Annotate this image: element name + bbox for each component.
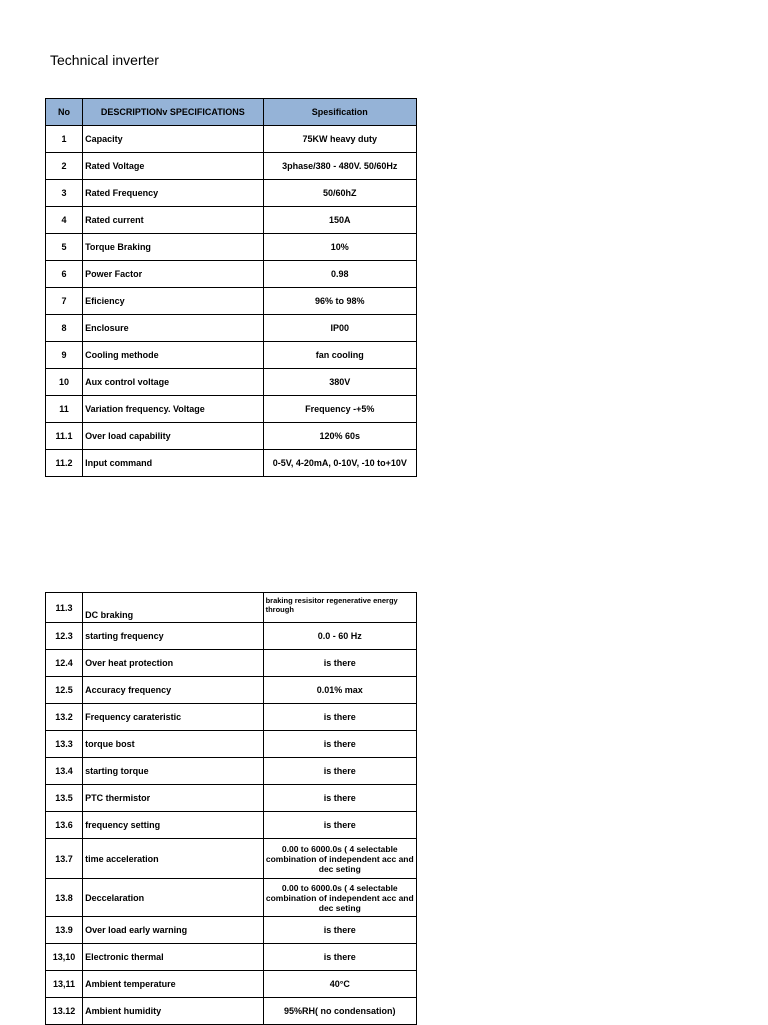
- row-number: 13.5: [46, 785, 83, 812]
- row-description: Cooling methode: [83, 342, 263, 369]
- row-specification: is there: [263, 812, 416, 839]
- row-specification: 50/60hZ: [263, 180, 416, 207]
- row-number: 3: [46, 180, 83, 207]
- row-description: Torque Braking: [83, 234, 263, 261]
- row-number: 11.3: [46, 593, 83, 623]
- row-number: 13.8: [46, 879, 83, 917]
- row-specification: is there: [263, 944, 416, 971]
- table-row: [46, 261, 417, 288]
- table-row: [46, 180, 417, 207]
- row-specification: 0.00 to 6000.0s ( 4 selectable combination of independent acc and dec seting: [263, 879, 416, 917]
- row-number: 11.2: [46, 450, 83, 477]
- row-description: Frequency carateristic: [83, 704, 263, 731]
- row-description: Ambient temperature: [83, 971, 263, 998]
- row-number: 13.4: [46, 758, 83, 785]
- row-specification: fan cooling: [263, 342, 416, 369]
- table-row: [46, 650, 417, 677]
- row-description: time acceleration: [83, 839, 263, 879]
- table-row: [46, 971, 417, 998]
- row-description: Electronic thermal: [83, 944, 263, 971]
- table-row: [46, 153, 417, 180]
- row-specification: 40°C: [263, 971, 416, 998]
- row-number: 8: [46, 315, 83, 342]
- row-description: torque bost: [83, 731, 263, 758]
- row-number: 12.3: [46, 623, 83, 650]
- row-specification: 0.01% max: [263, 677, 416, 704]
- row-specification: is there: [263, 758, 416, 785]
- row-description: Rated Voltage: [83, 153, 263, 180]
- table-row: [46, 677, 417, 704]
- table-row: [46, 234, 417, 261]
- row-number: 10: [46, 369, 83, 396]
- table-row: [46, 758, 417, 785]
- row-description: Rated Frequency: [83, 180, 263, 207]
- table-row: [46, 623, 417, 650]
- row-description: Eficiency: [83, 288, 263, 315]
- row-description: starting frequency: [83, 623, 263, 650]
- row-specification: is there: [263, 785, 416, 812]
- row-description: Ambient humidity: [83, 998, 263, 1025]
- row-specification: 96% to 98%: [263, 288, 416, 315]
- row-description: frequency setting: [83, 812, 263, 839]
- row-specification: is there: [263, 731, 416, 758]
- row-description: Enclosure: [83, 315, 263, 342]
- row-number: 13.9: [46, 917, 83, 944]
- row-specification: 120% 60s: [263, 423, 416, 450]
- spec-table-continued: [45, 592, 417, 1025]
- row-description: starting torque: [83, 758, 263, 785]
- table-row: [46, 315, 417, 342]
- table-header-row: [46, 99, 417, 126]
- row-specification: 3phase/380 - 480V. 50/60Hz: [263, 153, 416, 180]
- table-row: [46, 126, 417, 153]
- row-number: 9: [46, 342, 83, 369]
- row-specification: braking resisitor regenerative energy through: [263, 593, 416, 623]
- table-row: [46, 839, 417, 879]
- row-description: Power Factor: [83, 261, 263, 288]
- table-row: [46, 944, 417, 971]
- row-specification: 0-5V, 4-20mA, 0-10V, -10 to+10V: [263, 450, 416, 477]
- row-specification: IP00: [263, 315, 416, 342]
- row-specification: 75KW heavy duty: [263, 126, 416, 153]
- row-description: Input command: [83, 450, 263, 477]
- row-description: Accuracy frequency: [83, 677, 263, 704]
- page-title: Technical inverter: [50, 52, 159, 68]
- row-specification: Frequency -+5%: [263, 396, 416, 423]
- row-number: 1: [46, 126, 83, 153]
- row-number: 2: [46, 153, 83, 180]
- header-description: DESCRIPTIONv SPECIFICATIONS: [83, 99, 263, 126]
- row-number: 5: [46, 234, 83, 261]
- row-number: 13.6: [46, 812, 83, 839]
- table-row: [46, 423, 417, 450]
- table-row: [46, 785, 417, 812]
- row-number: 11: [46, 396, 83, 423]
- row-number: 12.4: [46, 650, 83, 677]
- table-row: [46, 879, 417, 917]
- table-row: [46, 731, 417, 758]
- row-description: PTC thermistor: [83, 785, 263, 812]
- row-description: Aux control voltage: [83, 369, 263, 396]
- row-specification: 0.98: [263, 261, 416, 288]
- row-description: Rated current: [83, 207, 263, 234]
- header-specification: Spesification: [263, 99, 416, 126]
- row-number: 12.5: [46, 677, 83, 704]
- table-row: [46, 998, 417, 1025]
- row-specification: 150A: [263, 207, 416, 234]
- row-specification: 95%RH( no condensation): [263, 998, 416, 1025]
- table-row: [46, 207, 417, 234]
- row-number: 7: [46, 288, 83, 315]
- spec-table-main: [45, 98, 417, 477]
- row-number: 13.2: [46, 704, 83, 731]
- table-row: [46, 396, 417, 423]
- table-row: [46, 593, 417, 623]
- table-row: [46, 342, 417, 369]
- row-number: 4: [46, 207, 83, 234]
- row-number: 6: [46, 261, 83, 288]
- row-description: Variation frequency. Voltage: [83, 396, 263, 423]
- row-description: DC braking: [83, 593, 263, 623]
- table-row: [46, 288, 417, 315]
- table-row: [46, 812, 417, 839]
- row-specification: 10%: [263, 234, 416, 261]
- row-description: Over load early warning: [83, 917, 263, 944]
- table-row: [46, 369, 417, 396]
- row-number: 13.12: [46, 998, 83, 1025]
- row-description: Deccelaration: [83, 879, 263, 917]
- table-row: [46, 917, 417, 944]
- row-specification: is there: [263, 650, 416, 677]
- row-description: Over load capability: [83, 423, 263, 450]
- row-description: Over heat protection: [83, 650, 263, 677]
- table-row: [46, 450, 417, 477]
- row-number: 13,11: [46, 971, 83, 998]
- header-no: No: [46, 99, 83, 126]
- table-row: [46, 704, 417, 731]
- row-specification: 0.0 - 60 Hz: [263, 623, 416, 650]
- row-number: 11.1: [46, 423, 83, 450]
- row-number: 13.3: [46, 731, 83, 758]
- row-specification: 0.00 to 6000.0s ( 4 selectable combination of independent acc and dec seting: [263, 839, 416, 879]
- row-number: 13.7: [46, 839, 83, 879]
- row-description: Capacity: [83, 126, 263, 153]
- row-number: 13,10: [46, 944, 83, 971]
- row-specification: is there: [263, 704, 416, 731]
- row-specification: 380V: [263, 369, 416, 396]
- row-specification: is there: [263, 917, 416, 944]
